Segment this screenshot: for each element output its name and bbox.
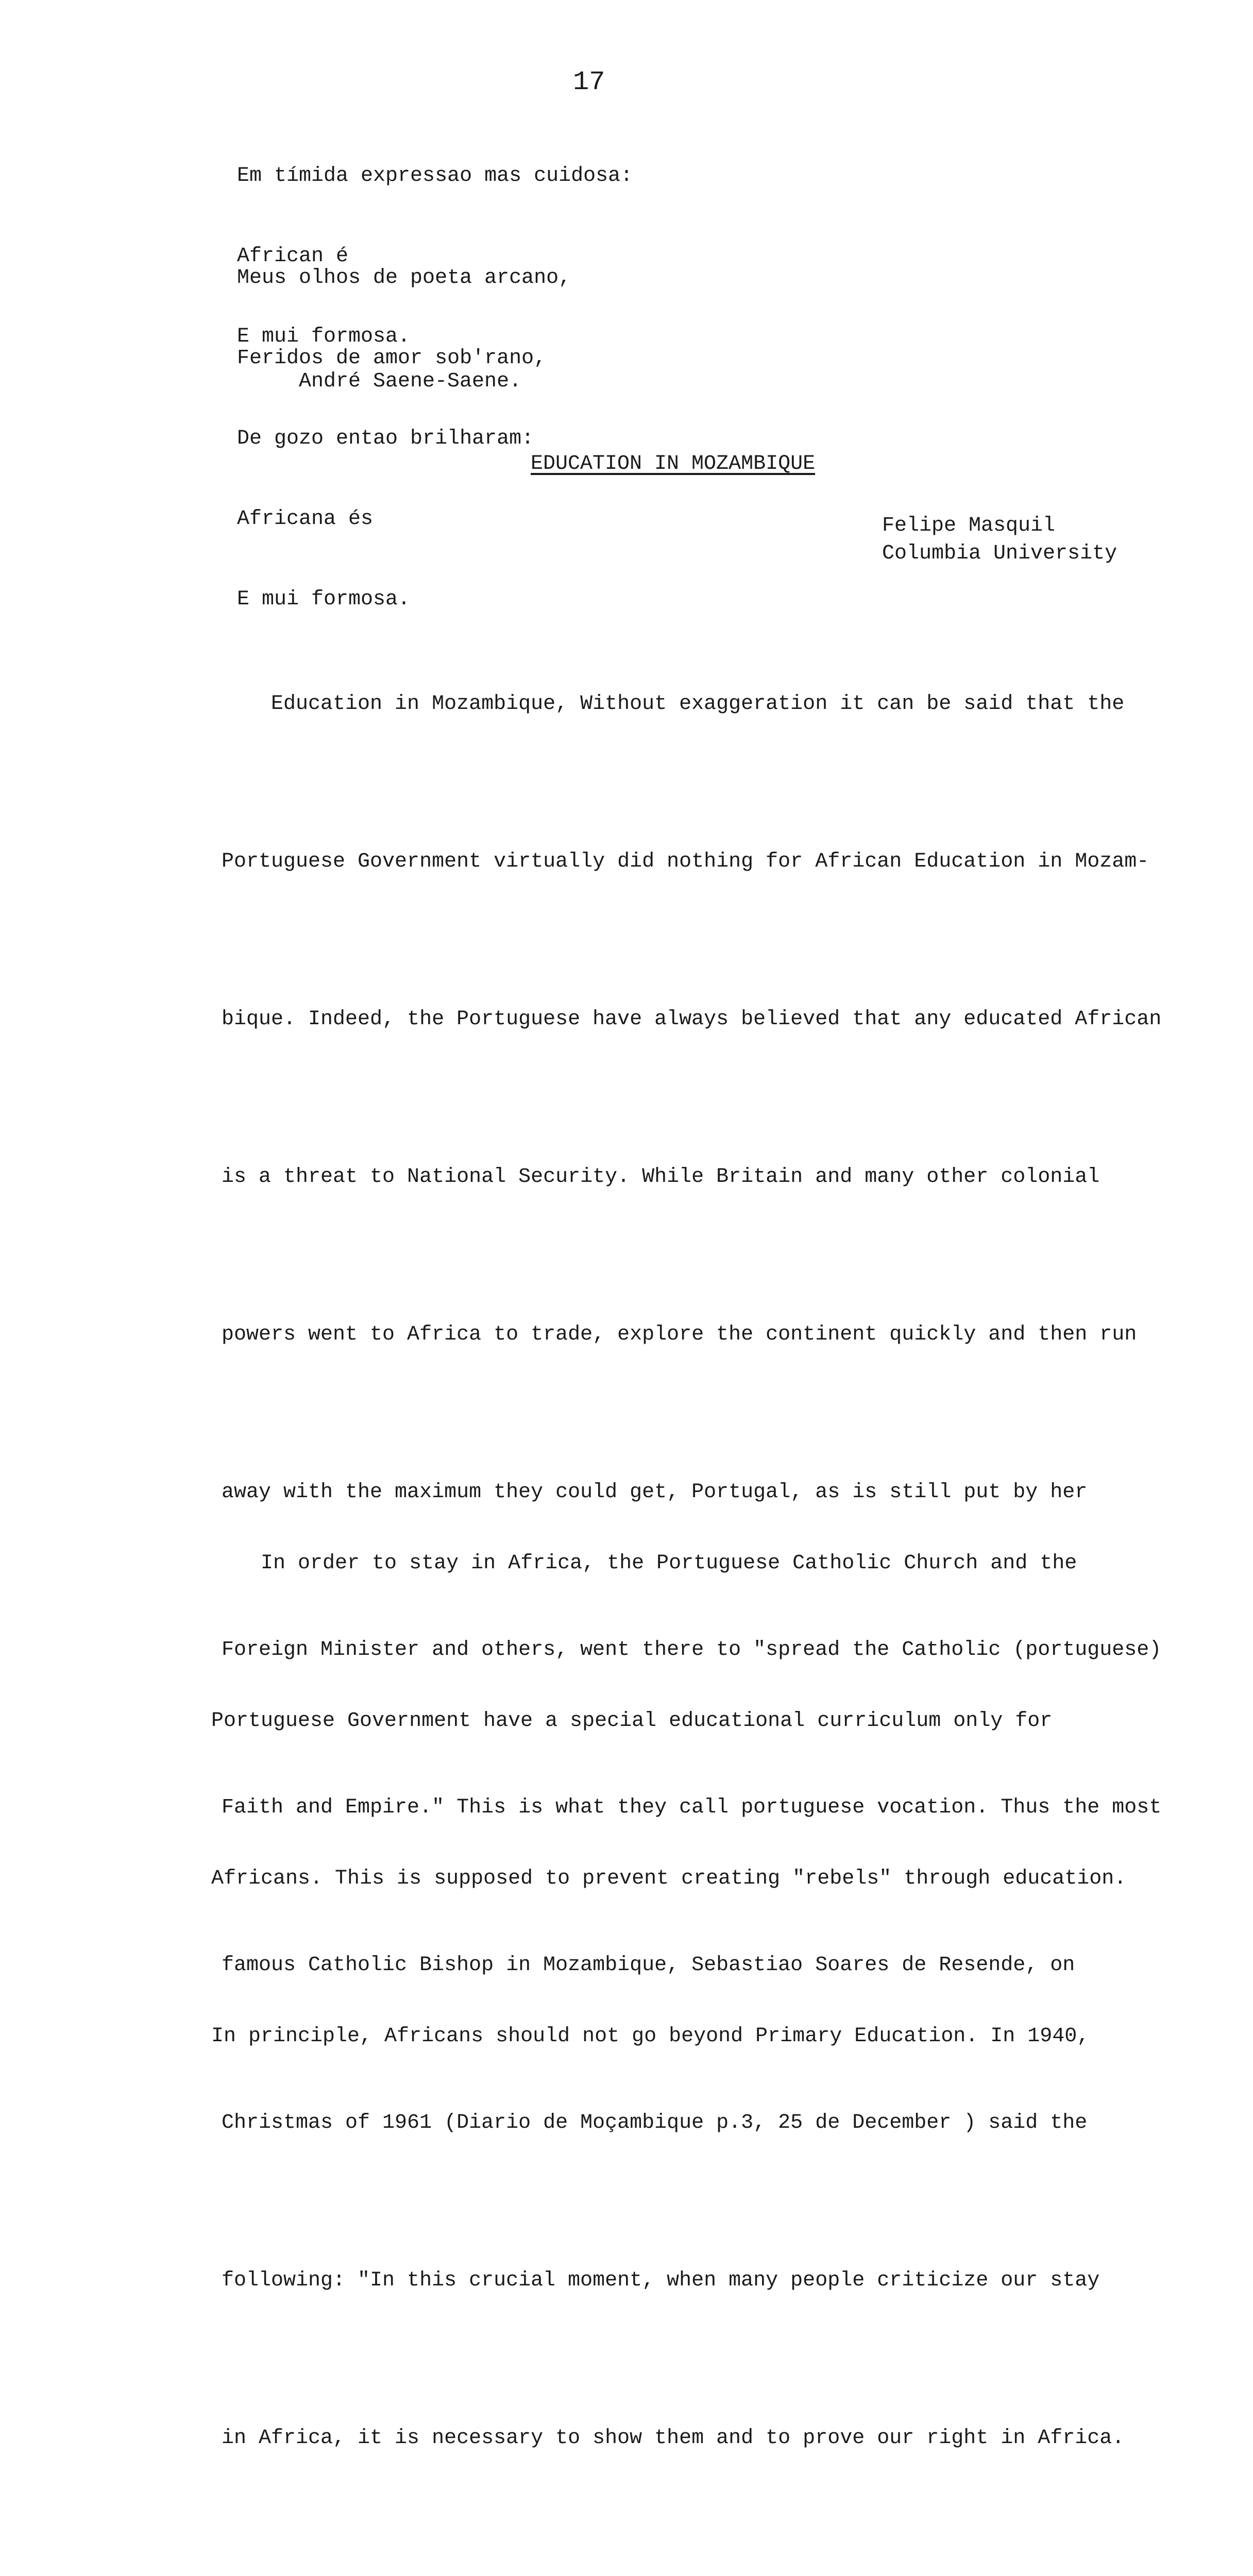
text-line: In principle, Africans should not go beyond Primary Education. In 1940, [211, 2025, 1090, 2048]
text-line: Foreign Minister and others, went there to "spread the Catholic (portuguese) [222, 1638, 1162, 1662]
text-line: Portuguese Government have a special educational curriculum only for [211, 1709, 1053, 1733]
text-line: Portuguese Government virtually did nothing for African Education in Mozam- [222, 850, 1149, 873]
text-line: powers went to Africa to trade, explore the continent quickly and then run [222, 1323, 1137, 1346]
text-line: famous Catholic Bishop in Mozambique, Sebastiao Soares de Resende, on [222, 1954, 1075, 1977]
text-line: Africans. This is supposed to prevent creating "rebels" through education. [211, 1867, 1127, 1890]
poem-line: E mui formosa. [237, 588, 411, 611]
page-number: 17 [573, 67, 605, 97]
text-line [222, 2570, 1198, 2576]
poem-line: Feridos de amor sob'rano, [237, 347, 547, 370]
poem-line: E mui formosa. [237, 325, 411, 348]
text-line: Education in Mozambique, Without exaggeration it can be said that the [222, 692, 1125, 716]
article-byline [882, 512, 1117, 568]
poem-line: Em tímida expressao mas cuidosa: [237, 164, 633, 188]
poem-line: Meus olhos de poeta arcano, [237, 266, 571, 290]
text-line: is a threat to National Security. While Britain and many other colonial [222, 1165, 1100, 1189]
poem-author: André Saene-Saene. [299, 370, 522, 393]
text-line: following: "In this crucial moment, when many people criticize our stay [222, 2269, 1100, 2292]
text-line: in Africa, it is necessary to show them and to prove our right in Africa. [222, 2427, 1125, 2450]
text-line: Christmas of 1961 (Diario de Moçambique p.3, 25 de December ) said the [222, 2111, 1088, 2134]
text-line: In order to stay in Africa, the Portuguese Catholic Church and the [211, 1552, 1077, 1575]
poem-line: African é [237, 245, 349, 268]
text-line: bique. Indeed, the Portuguese have always believed that any educated African [222, 1008, 1162, 1031]
poem-line: De gozo entao brilharam: [237, 427, 534, 450]
paragraph-2 [211, 1432, 1126, 2168]
text-line: Faith and Empire." This is what they call portuguese vocation. Thus the most [222, 1796, 1162, 1819]
text-line: away with the maximum they could get, Portugal, as is still put by her [222, 1481, 1088, 1504]
poem-line: Africana és [237, 507, 374, 531]
author-name: Felipe Masquil [882, 514, 1056, 537]
author-affiliation: Columbia University [882, 542, 1117, 565]
article-title: EDUCATION IN MOZAMBIQUE [531, 452, 816, 476]
